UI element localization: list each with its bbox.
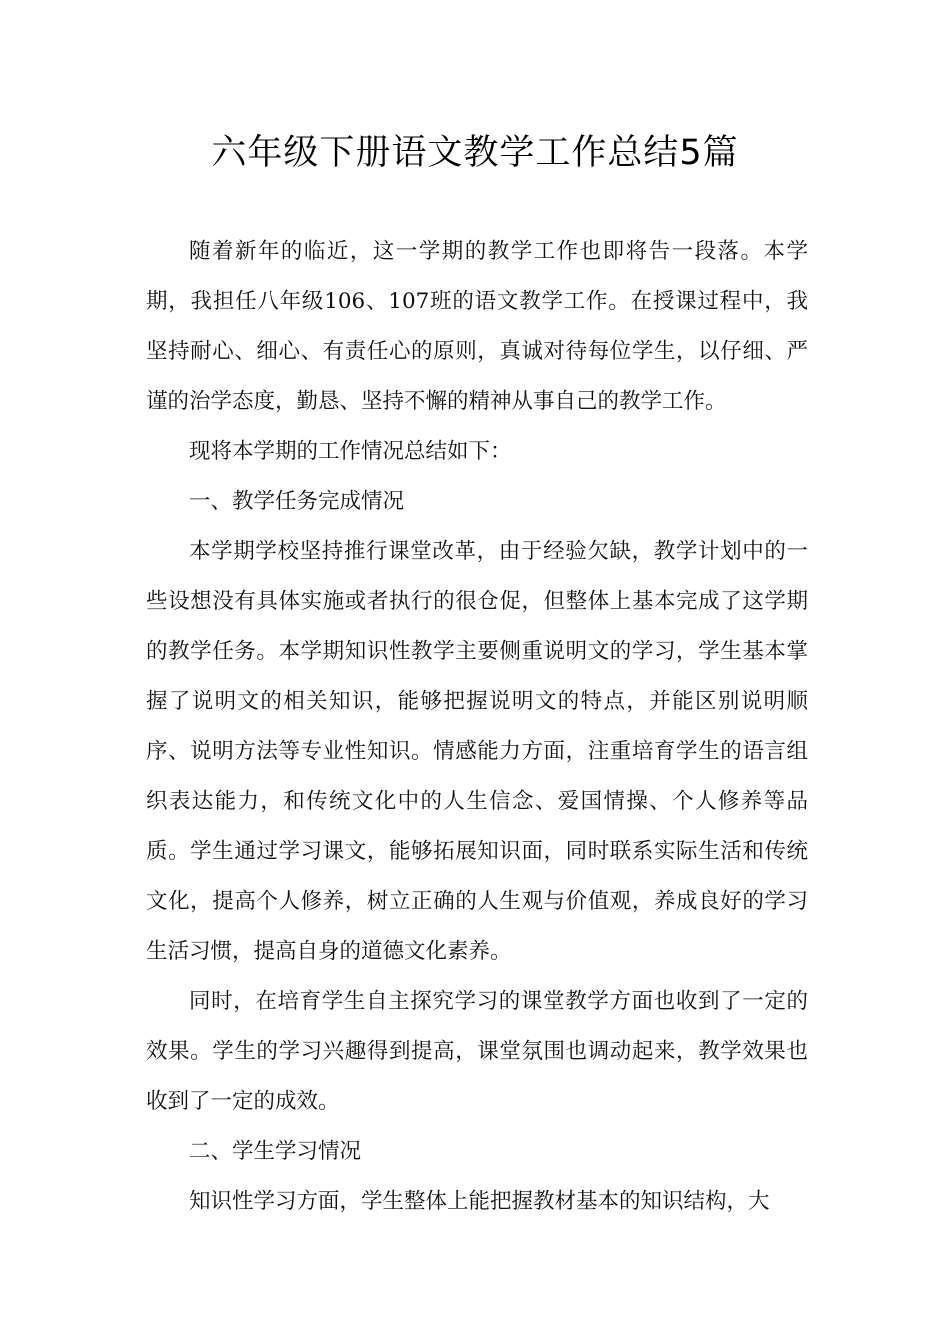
section-heading-teaching-tasks: 一、教学任务完成情况 — [189, 489, 405, 514]
paragraph-teaching-tasks: 本学期学校坚持推行课堂改革，由于经验欠缺，教学计划中的一些设想没有具体实施或者执行的很仓促，但整体上基本完成了这学期的教学任务。本学期知识性教学主要侧重说明文的学习，学生基本掌握了说明文的相关知识，能够把握说明文的特点，并能区别说明顺序、说明方法等专业性知识。情感能力方面，注重培育学生的语言组织表达能力，和传统文化中的人生信念、爱国情操、个人修养等品质。学生通过学习课文，能够拓展知识面，同时联系实际生活和传统文化，提高个人修养，树立正确的人生观与价值观，养成良好的学习生活习惯，提高自身的道德文化素养。 — [146, 539, 808, 964]
document-title: 六年级下册语文教学工作总结5篇 — [211, 133, 739, 173]
paragraph-intro: 随着新年的临近，这一学期的教学工作也即将告一段落。本学期，我担任八年级106、107班的语文教学工作。在授课过程中，我坚持耐心、细心、有责任心的原则，真诚对待每位学生，以仔细、严谨的治学态度，勤恳、坚持不懈的精神从事自己的教学工作。 — [146, 239, 808, 414]
document-body — [146, 227, 808, 1227]
paragraph-summary-lead: 现将本学期的工作情况总结如下： — [189, 439, 512, 464]
paragraph-knowledge-learning: 知识性学习方面，学生整体上能把握教材基本的知识结构，大 — [189, 1189, 770, 1214]
section-heading-student-learning: 二、学生学习情况 — [189, 1139, 362, 1164]
paragraph-inquiry-learning: 同时，在培育学生自主探究学习的课堂教学方面也收到了一定的效果。学生的学习兴趣得到提高，课堂氛围也调动起来，教学效果也收到了一定的成效。 — [146, 989, 808, 1114]
